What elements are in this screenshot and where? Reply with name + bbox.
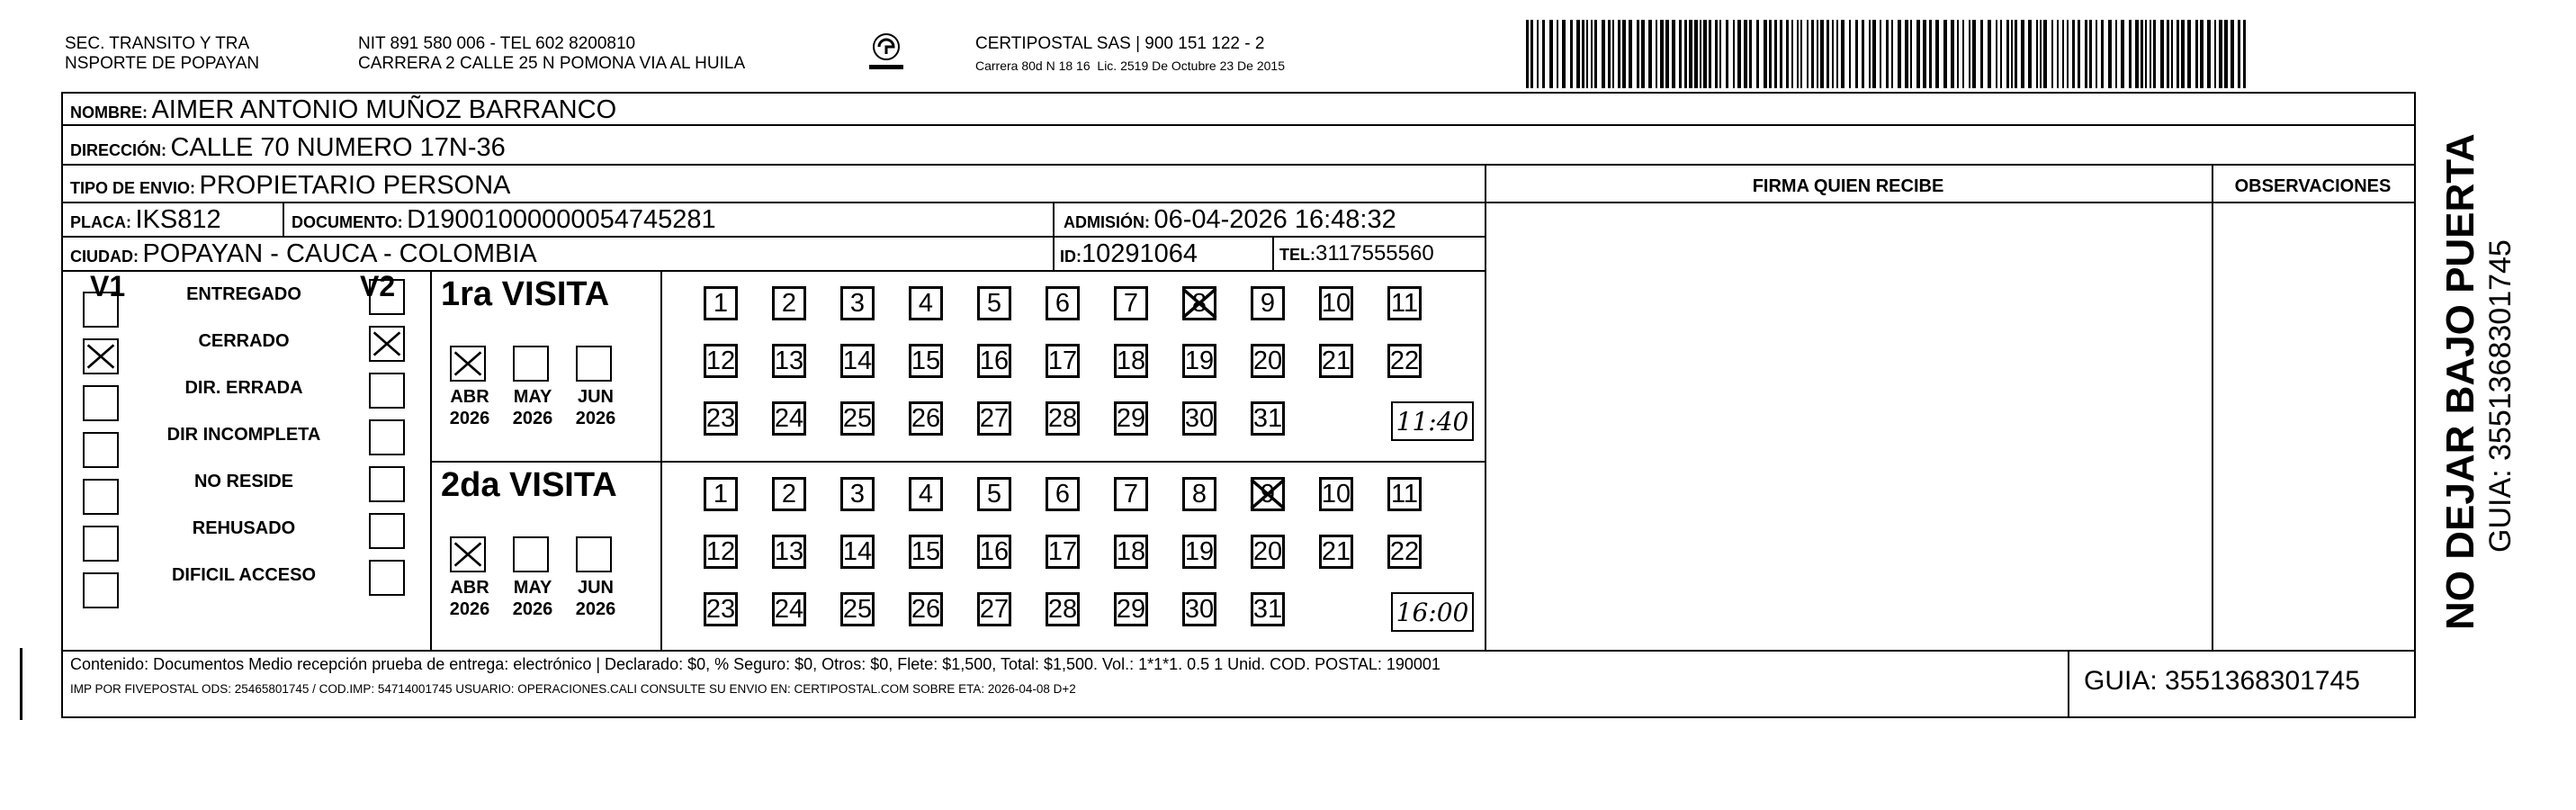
month-checkbox[interactable] xyxy=(450,346,486,382)
day-box[interactable]: 8 xyxy=(1182,286,1216,320)
day-box[interactable]: 4 xyxy=(909,286,943,320)
visit-time: 16:00 xyxy=(1391,592,1474,632)
month-checkbox[interactable] xyxy=(576,536,612,572)
day-box[interactable]: 12 xyxy=(704,535,738,569)
admision-field: ADMISIÓN: 06-04-2026 16:48:32 xyxy=(1064,205,1396,234)
day-box[interactable]: 23 xyxy=(704,401,738,436)
day-box[interactable]: 8 xyxy=(1182,477,1216,511)
visits-area xyxy=(63,94,1485,650)
sender-name-line2: NSPORTE DE POPAYAN xyxy=(65,54,260,73)
year-label: 2026 xyxy=(512,599,553,619)
day-box[interactable]: 17 xyxy=(1046,535,1080,569)
day-box[interactable]: 27 xyxy=(977,401,1011,436)
side-warning: NO DEJAR BAJO PUERTA xyxy=(2438,133,2482,630)
day-box[interactable]: 19 xyxy=(1182,535,1216,569)
courier-license: Carrera 80d N 18 16 Lic. 2519 De Octubre 23 De 2015 xyxy=(975,58,1285,73)
sender-address: CARRERA 2 CALLE 25 N POMONA VIA AL HUILA xyxy=(358,54,746,73)
month-checkbox[interactable] xyxy=(450,536,486,572)
day-mark xyxy=(1247,473,1288,515)
month-label: JUN xyxy=(577,387,614,407)
day-box[interactable]: 31 xyxy=(1251,592,1285,626)
day-box[interactable]: 31 xyxy=(1251,401,1285,436)
day-box[interactable]: 12 xyxy=(704,344,738,378)
status-option-label: DIR INCOMPLETA xyxy=(166,425,321,445)
day-box[interactable]: 24 xyxy=(772,401,806,436)
visit-title: 1ra VISITA xyxy=(441,275,610,313)
month-label: ABR xyxy=(450,578,489,598)
firma-header: FIRMA QUIEN RECIBE xyxy=(1752,176,1944,196)
year-label: 2026 xyxy=(449,409,490,428)
day-box[interactable]: 7 xyxy=(1114,286,1148,320)
observaciones-header: OBSERVACIONES xyxy=(2234,176,2392,196)
status-option-label: REHUSADO xyxy=(192,518,296,538)
status-option-label: DIFICIL ACCESO xyxy=(171,565,316,585)
day-box[interactable]: 22 xyxy=(1387,344,1422,378)
day-mark xyxy=(1179,283,1220,324)
sender-nit: NIT 891 580 006 - TEL 602 8200810 xyxy=(358,34,636,53)
day-box[interactable]: 3 xyxy=(840,286,875,320)
visit-time: 11:40 xyxy=(1391,401,1474,441)
courier-logo-icon xyxy=(864,31,909,74)
day-box[interactable]: 10 xyxy=(1319,286,1353,320)
day-box[interactable]: 2 xyxy=(772,477,806,511)
day-box[interactable]: 4 xyxy=(909,477,943,511)
day-box[interactable]: 9 xyxy=(1251,477,1285,511)
v2-label: V2 xyxy=(360,270,396,302)
day-box[interactable]: 7 xyxy=(1114,477,1148,511)
day-box[interactable]: 17 xyxy=(1046,344,1080,378)
day-box[interactable]: 9 xyxy=(1251,286,1285,320)
delivery-form xyxy=(61,92,2416,718)
day-box[interactable]: 2 xyxy=(772,286,806,320)
day-box[interactable]: 18 xyxy=(1114,535,1148,569)
day-box[interactable]: 13 xyxy=(772,535,806,569)
courier-name: CERTIPOSTAL SAS | 900 151 122 - 2 xyxy=(975,34,1265,53)
tipo-envio-field: TIPO DE ENVIO: PROPIETARIO PERSONA xyxy=(70,171,511,200)
day-box[interactable]: 13 xyxy=(772,344,806,378)
side-guia: GUIA: 3551368301745 xyxy=(2483,239,2518,553)
year-label: 2026 xyxy=(449,599,490,619)
day-box[interactable]: 29 xyxy=(1114,401,1148,436)
month-label: JUN xyxy=(577,578,614,598)
day-box[interactable]: 3 xyxy=(840,477,875,511)
day-box[interactable]: 28 xyxy=(1046,592,1080,626)
month-label: ABR xyxy=(450,387,489,407)
day-box[interactable]: 6 xyxy=(1046,477,1080,511)
day-box[interactable]: 16 xyxy=(977,535,1011,569)
day-box[interactable]: 25 xyxy=(840,592,875,626)
ciudad-field: CIUDAD: POPAYAN - CAUCA - COLOMBIA xyxy=(70,239,537,268)
day-box[interactable]: 5 xyxy=(977,477,1011,511)
barcode xyxy=(1526,20,2246,88)
visit-title: 2da VISITA xyxy=(441,466,617,504)
day-box[interactable]: 1 xyxy=(704,477,738,511)
status-option-label: DIR. ERRADA xyxy=(184,378,303,398)
day-box[interactable]: 29 xyxy=(1114,592,1148,626)
day-box[interactable]: 16 xyxy=(977,344,1011,378)
footer-imp: IMP POR FIVEPOSTAL ODS: 25465801745 / COD.IMP: 54714001745 USUARIO: OPERACIONES.CALI CONSULTE SU ENVIO EN: CERTIPOSTAL.COM SOBRE ETA: 2026-04-08 D+2 xyxy=(70,682,1076,696)
sender-name-line1: SEC. TRANSITO Y TRA xyxy=(65,34,250,53)
documento-field: DOCUMENTO: D19001000000054745281 xyxy=(292,205,716,234)
day-box[interactable]: 18 xyxy=(1114,344,1148,378)
id-field: ID:10291064 xyxy=(1060,239,1198,268)
day-box[interactable]: 28 xyxy=(1046,401,1080,436)
year-label: 2026 xyxy=(512,409,553,428)
year-label: 2026 xyxy=(575,409,616,428)
day-box[interactable]: 11 xyxy=(1387,286,1422,320)
day-box[interactable]: 15 xyxy=(909,535,943,569)
status-option-label: NO RESIDE xyxy=(193,472,294,491)
month-checkbox[interactable] xyxy=(513,536,549,572)
tel-field: TEL:3117555560 xyxy=(1279,241,1434,266)
day-box[interactable]: 27 xyxy=(977,592,1011,626)
day-box[interactable]: 11 xyxy=(1387,477,1422,511)
status-option-label: ENTREGADO xyxy=(186,284,301,304)
month-label: MAY xyxy=(513,387,552,407)
day-box[interactable]: 21 xyxy=(1319,535,1353,569)
placa-field: PLACA: IKS812 xyxy=(70,205,221,234)
month-label: MAY xyxy=(513,578,552,598)
margin-mark xyxy=(20,648,22,720)
month-checkbox[interactable] xyxy=(513,346,549,382)
nombre-field: NOMBRE: AIMER ANTONIO MUÑOZ BARRANCO xyxy=(70,95,617,124)
day-box[interactable]: 30 xyxy=(1182,401,1216,436)
day-box[interactable]: 21 xyxy=(1319,344,1353,378)
day-box[interactable]: 6 xyxy=(1046,286,1080,320)
v1-label: V1 xyxy=(90,270,126,302)
day-box[interactable]: 10 xyxy=(1319,477,1353,511)
day-box[interactable]: 1 xyxy=(704,286,738,320)
day-box[interactable]: 23 xyxy=(704,592,738,626)
footer-content: Contenido: Documentos Medio recepción prueba de entrega: electrónico | Declarado: $0, % Seguro: $0, Otros: $0, Flete: $1,500, Total: $1,500. Vol.: 1*1*1. 0.5 1 Unid. COD. POSTAL: 190001 xyxy=(70,655,1441,673)
direccion-field: DIRECCIÓN: CALLE 70 NUMERO 17N-36 xyxy=(70,133,506,162)
day-box[interactable]: 20 xyxy=(1251,344,1285,378)
month-checkbox[interactable] xyxy=(576,346,612,382)
day-box[interactable]: 26 xyxy=(909,401,943,436)
day-box[interactable]: 14 xyxy=(840,344,875,378)
day-box[interactable]: 26 xyxy=(909,592,943,626)
status-option-label: CERRADO xyxy=(198,331,290,351)
day-box[interactable]: 14 xyxy=(840,535,875,569)
footer-guia: GUIA: 3551368301745 xyxy=(2084,666,2360,696)
day-box[interactable]: 24 xyxy=(772,592,806,626)
year-label: 2026 xyxy=(575,599,616,619)
day-box[interactable]: 15 xyxy=(909,344,943,378)
day-box[interactable]: 25 xyxy=(840,401,875,436)
day-box[interactable]: 22 xyxy=(1387,535,1422,569)
day-box[interactable]: 5 xyxy=(977,286,1011,320)
day-box[interactable]: 20 xyxy=(1251,535,1285,569)
day-box[interactable]: 30 xyxy=(1182,592,1216,626)
day-box[interactable]: 19 xyxy=(1182,344,1216,378)
